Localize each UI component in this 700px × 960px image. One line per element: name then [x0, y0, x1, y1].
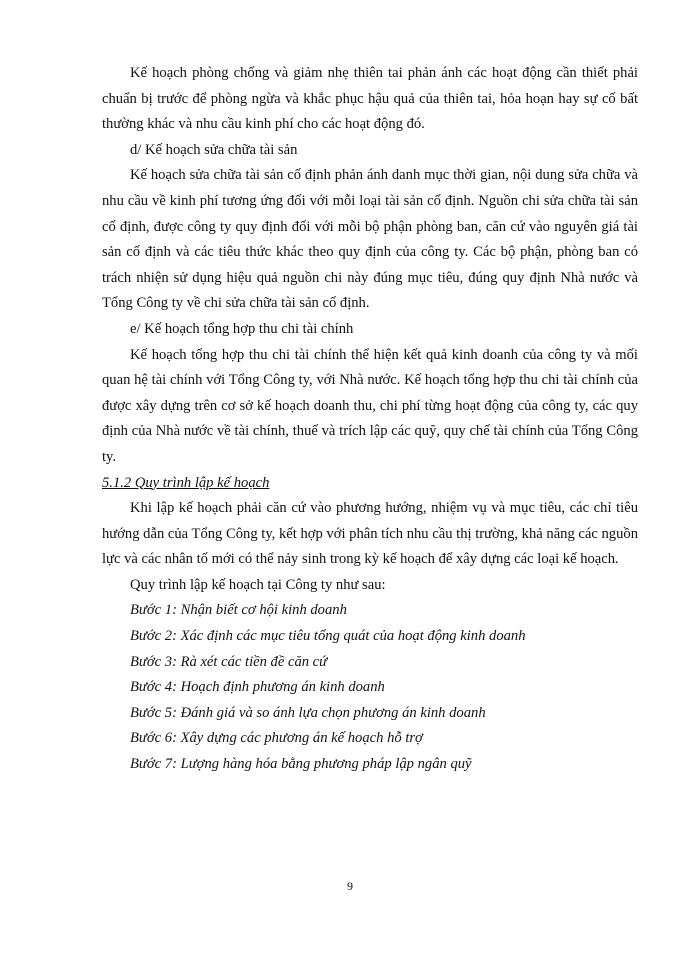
step-2: Bước 2: Xác định các mục tiêu tổng quát của hoạt động kinh doanh	[130, 628, 526, 645]
step-1: Bước 1: Nhận biết cơ hội kinh doanh	[130, 602, 347, 619]
heading-finance-summary: e/ Kế hoạch tổng hợp thu chi tài chính	[130, 320, 354, 337]
step-5: Bước 5: Đánh giá và so ánh lựa chọn phương án kinh doanh	[130, 704, 486, 721]
step-6: Bước 6: Xây dựng các phương án kế hoạch hỗ trợ	[130, 730, 423, 747]
heading-asset-repair: d/ Kế hoạch sửa chữa tài sản	[130, 141, 298, 158]
step-7: Bước 7: Lượng hàng hóa bằng phương pháp lập ngân quỹ	[130, 756, 472, 773]
paragraph-finance-summary: Kế hoạch tổng hợp thu chi tài chính thể hiện kết quả kinh doanh của công ty và mối quan hệ tài chính với Tổng Công ty, với Nhà nước. Kế hoạch tổng hợp thu chi tài chính của được xây dựng trên cơ sở kế hoạch doanh thu, chi phí từng hoạt động của công ty, các quy định của Nhà nước về tài chính, thuế và trích lập các quỹ, quy chế tài chính của Tổng Công ty.	[102, 346, 638, 465]
section-heading-planning-process: 5.1.2 Quy trình lập kế hoạch	[102, 474, 270, 491]
page-number: 9	[347, 879, 353, 893]
paragraph-asset-repair: Kế hoạch sửa chữa tài sản cố định phản ánh danh mục thời gian, nội dung sửa chữa và nhu cầu về kinh phí tương ứng đối với mỗi loại tài sản cố định. Nguồn chi sửa chữa tài sản cố định, được công ty quy định đối với mỗi bộ phận phòng ban, căn cứ vào nguyên giá tài sản cố định và các tiêu thức khác theo quy định của công ty. Các bộ phận, phòng ban có trách nhiện sử dụng hiệu quả nguồn chi này đúng mục tiêu, đúng quy định Nhà nước và Tổng Công ty về chi sửa chữa tài sản cố định.	[102, 167, 638, 312]
step-3: Bước 3: Rà xét các tiền đề căn cứ	[130, 653, 328, 670]
paragraph-planning-basis: Khi lập kế hoạch phải căn cứ vào phương hướng, nhiệm vụ và mục tiêu, các chỉ tiêu hướng dẫn của Tổng Công ty, kết hợp với phân tích nhu cầu thị trường, khả năng các nguồn lực và các nhân tố mới có thể nảy sinh trong kỳ kế hoạch để xây dựng các loại kế hoạch.	[102, 500, 638, 568]
paragraph-disaster-plan: Kế hoạch phòng chống và giảm nhẹ thiên tai phản ánh các hoạt động cần thiết phải chuẩn bị trước để phòng ngừa và khắc phục hậu quả của thiên tai, hỏa hoạn hay sự cố bất thường khác và nhu cầu kinh phí cho các hoạt động đó.	[102, 65, 638, 133]
paragraph-process-intro: Quy trình lập kế hoạch tại Công ty như sau:	[130, 576, 386, 593]
step-4: Bước 4: Hoạch định phương án kinh doanh	[130, 679, 385, 696]
